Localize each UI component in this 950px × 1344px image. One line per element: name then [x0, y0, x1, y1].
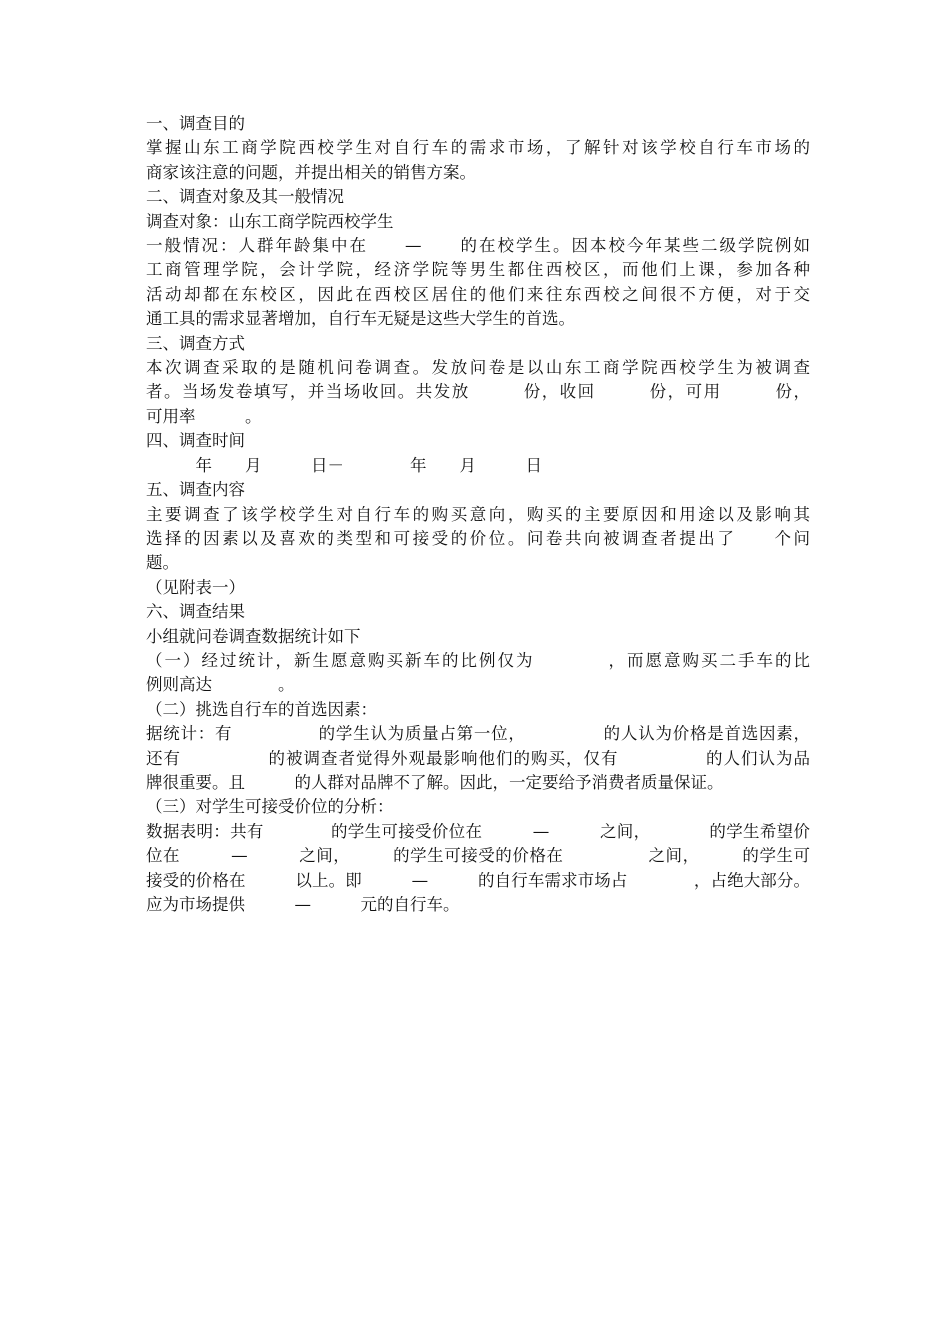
subheading-price: （三）对学生可接受价位的分析： — [146, 797, 394, 817]
paragraph-line: 主要调查了该学校学生对自行车的购买意向，购买的主要原因和用途以及影响其 — [146, 504, 810, 524]
subheading-factors: （二）挑选自行车的首选因素： — [146, 699, 377, 719]
paragraph-line: 例则高达 。 — [146, 675, 295, 695]
paragraph-line: 者。当场发卷填写，并当场收回。共发放 份，收回 份，可用 份， — [146, 382, 810, 402]
paragraph-line: 牌很重要。且 的人群对品牌不了解。因此，一定要给予消费者质量保证。 — [146, 772, 724, 792]
heading-results: 六、调查结果 — [146, 602, 245, 622]
paragraph-line: 调查对象：山东工商学院西校学生 — [146, 211, 394, 231]
paragraph-line: 本次调查采取的是随机问卷调查。发放问卷是以山东工商学院西校学生为被调查 — [146, 358, 810, 378]
paragraph-line: 可用率 。 — [146, 406, 262, 426]
paragraph-line: 题。 — [146, 553, 179, 573]
paragraph-line: 还有 的被调查者觉得外观最影响他们的购买，仅有 的人们认为品 — [146, 748, 810, 768]
paragraph-line: （见附表一） — [146, 577, 245, 597]
paragraph-line: 数据表明：共有 的学生可接受价位在 — 之间， 的学生希望价 — [146, 821, 810, 841]
heading-purpose: 一、调查目的 — [146, 114, 245, 133]
paragraph-line: 掌握山东工商学院西校学生对自行车的需求市场，了解针对该学校自行车市场的 — [146, 138, 810, 158]
paragraph-line: 通工具的需求显著增加，自行车无疑是这些大学生的首选。 — [146, 309, 575, 329]
heading-time: 四、调查时间 — [146, 431, 245, 451]
paragraph-line: 接受的价格在 以上。即 — 的自行车需求市场占 ，占绝大部分。 — [146, 870, 810, 890]
paragraph-line: 选择的因素以及喜欢的类型和可接受的价位。问卷共向被调查者提出了 个问 — [146, 528, 810, 548]
paragraph-line: 商家该注意的问题，并提出相关的销售方案。 — [146, 162, 476, 182]
paragraph-line: （一）经过统计，新生愿意购买新车的比例仅为 ，而愿意购买二手车的比 — [146, 650, 810, 670]
paragraph-line: 应为市场提供 — 元的自行车。 — [146, 895, 460, 914]
paragraph-line: 位在 — 之间， 的学生可接受的价格在 之间， 的学生可 — [146, 846, 810, 866]
document-body — [146, 112, 810, 917]
heading-subjects: 二、调查对象及其一般情况 — [146, 187, 344, 207]
heading-method: 三、调查方式 — [146, 333, 245, 353]
paragraph-line: 小组就问卷调查数据统计如下 — [146, 626, 361, 646]
heading-content: 五、调查内容 — [146, 480, 245, 500]
paragraph-line: 年 月 日－ 年 月 日 — [146, 455, 542, 475]
paragraph-line: 工商管理学院，会计学院，经济学院等男生都住西校区，而他们上课，参加各种 — [146, 260, 810, 280]
paragraph-line: 据统计：有 的学生认为质量占第一位， 的人认为价格是首选因素， — [146, 724, 810, 744]
paragraph-line: 一般情况：人群年龄集中在 — 的在校学生。因本校今年某些二级学院例如 — [146, 236, 810, 256]
paragraph-line: 活动却都在东校区，因此在西校区居住的他们来往东西校之间很不方便，对于交 — [146, 284, 810, 304]
